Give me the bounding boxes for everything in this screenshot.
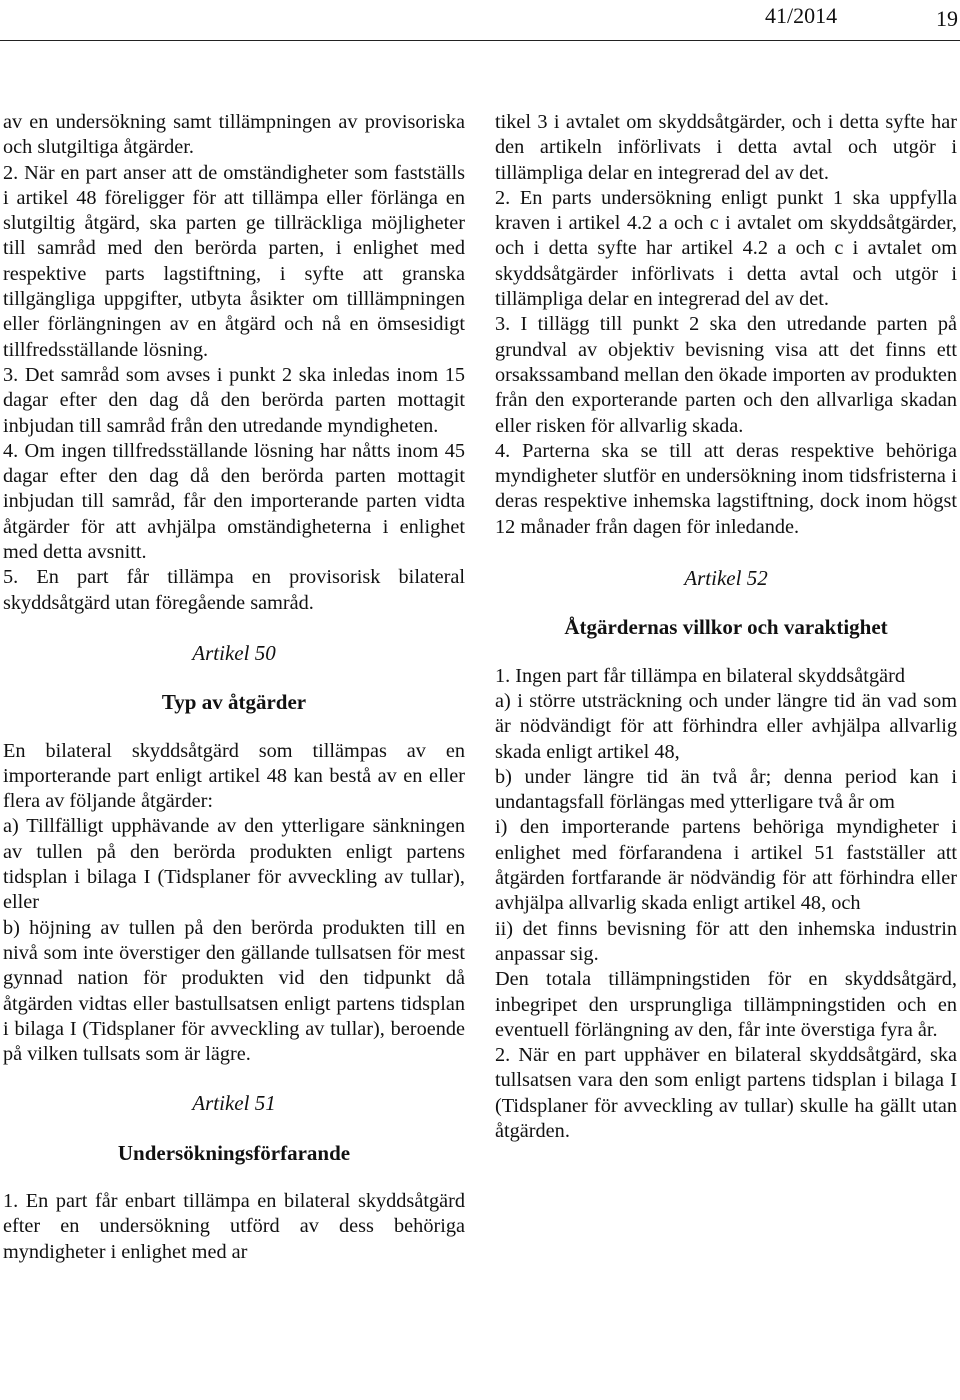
- paragraph: 2. En parts undersökning enligt punkt 1 ska uppfylla kraven i artikel 4.2 a och c i avtalet om skyddsåtgärder, och i detta syfte har artikel 4.2 a och c i avtalet om skyddsåtgärder införlivats i detta avtal och utgör i tillämpliga delar en integrerad del av det.: [495, 186, 957, 311]
- page-number: 19: [936, 6, 958, 31]
- paragraph: 5. En part får tillämpa en provisorisk bilateral skyddsåtgärd utan föregående samråd.: [3, 566, 465, 614]
- paragraph: Den totala tillämpningstiden för en skyddsåtgärd, inbegripet den ursprungliga tillämpningstiden och en eventuell förlängning av den, får inte överstiga fyra år.: [495, 968, 957, 1041]
- paragraph: 3. Det samråd som avses i punkt 2 ska inledas inom 15 dagar efter den dag då den berörda parten mottagit inbjudan till samråd från den utredande myndigheten.: [3, 363, 465, 437]
- article-50-number: Artikel 50: [192, 640, 276, 665]
- article-51-number: Artikel 51: [192, 1091, 276, 1116]
- paragraph: b) höjning av tullen på den berörda produkten till en nivå som inte överstiger den gällande tullsatsen för mest gynnad nation för produkten vid den tidpunkt då åtgärden vidtas eller bastullsatsen enligt partens tidsplan i bilaga I (Tidsplaner för avveckling av tullar), beroende på vilken tullsats som är lägre.: [3, 916, 465, 1066]
- paragraph: En bilateral skyddsåtgärd som tillämpas av en importerande part enligt artikel 48 kan bestå av en eller flera av följande åtgärder:: [3, 739, 465, 813]
- paragraph: b) under längre tid än två år; denna period kan i undantagsfall förlängas med ytterligare två år om: [495, 765, 957, 814]
- article-51-title: Undersökningsförfarande: [117, 1140, 351, 1165]
- paragraph: tikel 3 i avtalet om skyddsåtgärder, och i detta syfte har den artikeln införlivats i detta avtal och utgör i tillämpliga delar en integrerad del av det.: [495, 111, 957, 184]
- paragraph: ii) det finns bevisning för att den inhemska industrin anpassar sig.: [495, 917, 957, 965]
- page-header: [0, 0, 960, 40]
- paragraph: av en undersökning samt tillämpningen av provisoriska och slutgiltiga åtgärder.: [3, 111, 465, 159]
- paragraph: 1. Ingen part får tillämpa en bilateral skyddsåtgärd: [495, 664, 905, 687]
- paragraph: i) den importerande partens behöriga myndigheter i enlighet med förfarandena i artikel 51 fastställer att åtgärden fortfarande är nödvändig för att förhindra eller avhjälpa allvarlig skada enligt artikel 48, och: [495, 816, 957, 915]
- issue-number: 41/2014: [765, 3, 838, 28]
- paragraph: a) i större utsträckning och under längre tid än vad som är nödvändigt för att förhindra eller avhjälpa allvarlig skada enligt artikel 48,: [495, 689, 957, 763]
- right-column: [495, 110, 957, 1144]
- paragraph: 4. Om ingen tillfredsställande lösning har nåtts inom 45 dagar efter den dag då den berörda parten mottagit inbjudan till samråd, får den importerande parten vidta åtgärder för att avhjälpa omständigheterna i enlighet med detta avsnitt.: [3, 439, 465, 564]
- paragraph: a) Tillfälligt upphävande av den ytterligare sänkningen av tullen på den berörda produkten enligt partens tidsplan i bilaga I (Tidsplaner för avveckling av tullar), eller: [3, 815, 465, 914]
- article-52-title: Åtgärdernas villkor och varaktighet: [564, 615, 888, 640]
- paragraph: 3. I tillägg till punkt 2 ska den utredande parten på grundval av objektiv bevisning visa att det finns ett orsakssamband mellan den ökade importen av produkten från den exporterande parten och den allvarliga skadan eller risken för allvarlig skada.: [495, 313, 957, 437]
- left-column: [3, 110, 465, 1265]
- header-rule: [0, 40, 960, 41]
- paragraph: 2. När en part upphäver en bilateral skyddsåtgärd, ska tullsatsen vara den som enligt partens tidsplan i bilaga I (Tidsplaner för avveckling av tullar) skulle ha gällt utan åtgärden.: [495, 1044, 957, 1142]
- article-50-title: Typ av åtgärder: [161, 690, 307, 715]
- paragraph: 4. Parterna ska se till att deras respektive behöriga myndigheter slutför en undersökning inom tidsfristerna i deras respektive inhemska lagstiftning, dock inom högst 12 månader från dagen för inledande.: [495, 439, 957, 538]
- article-52-number: Artikel 52: [684, 566, 768, 591]
- paragraph: 1. En part får enbart tillämpa en bilateral skyddsåtgärd efter en undersökning utförd av dess behöriga myndigheter i enlighet med ar: [3, 1189, 465, 1263]
- paragraph: 2. När en part anser att de omständigheter som fastställs i artikel 48 föreligger för att tillämpa eller förlänga en slutgiltig åtgärd, ska parten ge tillräckliga möjligheter till samråd med den berörda parten, i enlighet med respektive parts lagstiftning, i syfte att granska tillgängliga uppgifter, utbyta åsikter om tilllämpningen eller förlängningen av en åtgärd och nå en ömsesidigt tillfredsställande lösning.: [3, 161, 465, 361]
